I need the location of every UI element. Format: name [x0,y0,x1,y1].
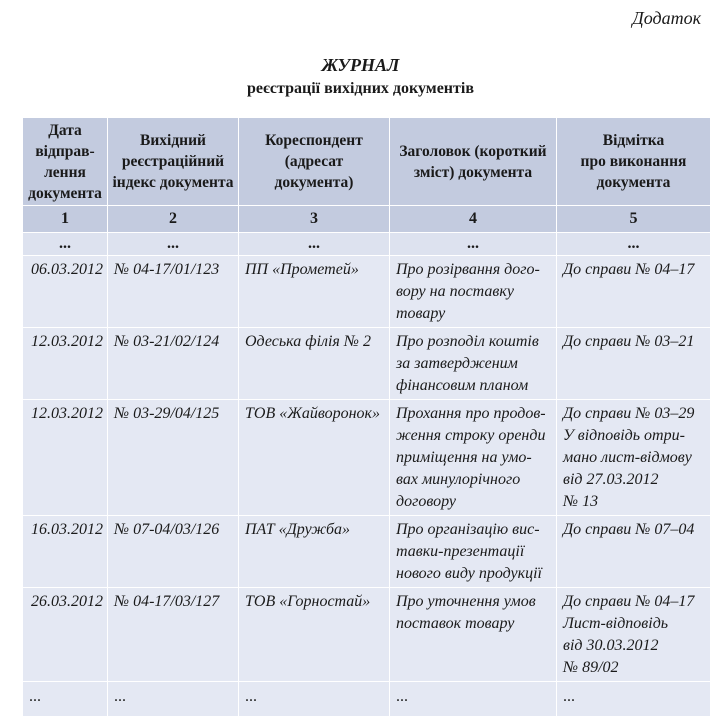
subject-cell-line: договору [396,493,456,510]
mark-cell [557,588,711,682]
mark-cell [557,256,711,328]
index-cell: № 07-04/03/126 [108,516,239,588]
col-number: 2 [108,206,239,233]
col-number: 3 [239,206,390,233]
ellipsis-cell: ... [108,233,239,256]
mark-cell-line: До справи № 07–04 [563,521,695,538]
col-header-mark: Відмітка про виконання документа [557,118,711,206]
mark-cell-line: від 30.03.2012 [563,637,659,654]
subject-cell-line: тавки-презентації [396,543,525,560]
date-cell: 16.03.2012 [23,516,108,588]
index-cell: № 03-29/04/125 [108,400,239,516]
ellipsis-cell: ... [557,233,711,256]
index-cell: № 03-21/02/124 [108,328,239,400]
table-row [23,400,711,516]
ellipsis-cell: ... [23,233,108,256]
subject-cell-line: поставок товару [396,615,515,632]
col-header-date: Дата відправ- лення документа [23,118,108,206]
index-cell: № 04-17/03/127 [108,588,239,682]
subject-cell-line: Про організацію вис- [396,521,540,538]
subject-cell-line: Про уточнення умов [396,593,536,610]
subject-cell-line: приміщення на умо- [396,449,532,466]
correspondent-cell: Одеська філія № 2 [239,328,390,400]
subject-cell-line: Про розірвання дого- [396,261,540,278]
ellipsis-row [23,233,711,256]
table-row [23,256,711,328]
mark-cell-line: До справи № 04–17 [563,593,695,610]
mark-cell [557,400,711,516]
col-header-index: Вихідний реєстраційний індекс документа [108,118,239,206]
mark-cell-line: У відповідь отри- [563,427,685,444]
date-cell: 06.03.2012 [23,256,108,328]
correspondent-cell: ТОВ «Горностай» [239,588,390,682]
col-number: 1 [23,206,108,233]
subject-cell [390,400,557,516]
ellipsis-cell: ... [108,682,239,717]
subject-cell-line: Про розподіл коштів [396,333,539,350]
subject-cell-line: за затвердженим [396,355,518,372]
mark-cell-line: мано лист-відмову [563,449,692,466]
subject-cell-line: Прохання про продов- [396,405,546,422]
subject-cell-line: вору на поставку [396,283,514,300]
mark-cell-line: від 27.03.2012 [563,471,659,488]
subject-cell-line: товару [396,305,446,322]
outgoing-documents-table [22,117,711,717]
mark-cell [557,516,711,588]
subject-cell-line: ження строку оренди [396,427,546,444]
end-ellipsis-row [23,682,711,717]
ellipsis-cell: ... [557,682,711,717]
subject-cell-line: фінансовим планом [396,377,529,394]
ellipsis-cell: ... [239,233,390,256]
ellipsis-cell: ... [239,682,390,717]
mark-cell [557,328,711,400]
table-row [23,588,711,682]
journal-subtitle: реєстрації вихідних документів [247,80,474,97]
correspondent-cell: ПАТ «Дружба» [239,516,390,588]
subject-cell [390,516,557,588]
date-cell: 12.03.2012 [23,400,108,516]
mark-cell-line: До справи № 04–17 [563,261,695,278]
table-row [23,328,711,400]
mark-cell-line: До справи № 03–21 [563,333,695,350]
col-number: 4 [390,206,557,233]
ellipsis-cell: ... [390,682,557,717]
mark-cell-line: № 89/02 [563,659,619,676]
ellipsis-cell: ... [23,682,108,717]
subject-cell [390,256,557,328]
index-cell: № 04-17/01/123 [108,256,239,328]
correspondent-cell: ПП «Прометей» [239,256,390,328]
journal-title: ЖУРНАЛ [321,55,400,75]
mark-cell-line: Лист-відповідь [563,615,669,632]
mark-cell-line: № 13 [563,493,599,510]
subject-cell-line: нового виду продукції [396,565,542,582]
ellipsis-cell: ... [390,233,557,256]
col-header-subject: Заголовок (короткий зміст) документа [390,118,557,206]
col-header-correspondent: Кореспондент (адресат документа) [239,118,390,206]
date-cell: 12.03.2012 [23,328,108,400]
table-row [23,516,711,588]
subject-cell [390,328,557,400]
date-cell: 26.03.2012 [23,588,108,682]
column-number-row [23,206,711,233]
subject-cell-line: вах минулорічного [396,471,521,488]
appendix-label: Додаток [632,8,701,28]
header-row [23,118,711,206]
subject-cell [390,588,557,682]
correspondent-cell: ТОВ «Жайворонок» [239,400,390,516]
col-number: 5 [557,206,711,233]
mark-cell-line: До справи № 03–29 [563,405,695,422]
